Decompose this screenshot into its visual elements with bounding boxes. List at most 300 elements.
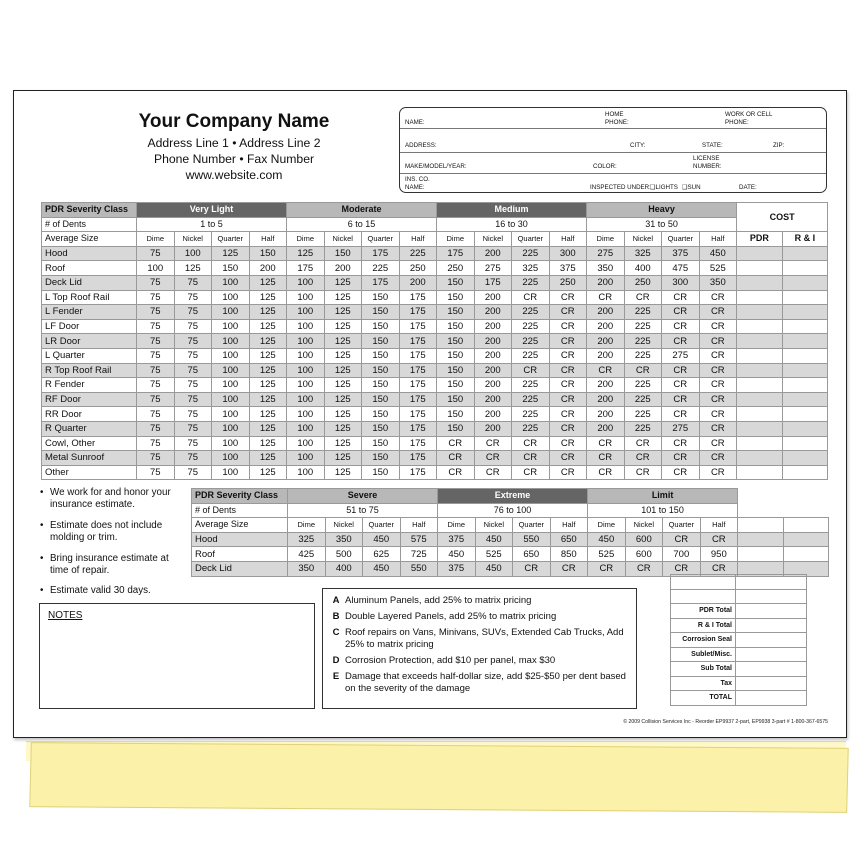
table-row (42, 451, 828, 466)
price-cell: 75 (174, 392, 212, 407)
price-cell: 75 (174, 305, 212, 320)
price-cell: 150 (362, 451, 400, 466)
header-row-sizes (42, 232, 828, 247)
ri-cost-cell[interactable] (782, 275, 828, 290)
price-cell: 175 (399, 436, 437, 451)
price-cell: 225 (624, 334, 662, 349)
price-cell: 275 (587, 246, 625, 261)
ri-cost-cell[interactable] (782, 421, 828, 436)
price-cell: 75 (174, 363, 212, 378)
price-cell: 100 (212, 421, 250, 436)
dent-range: 6 to 15 (287, 217, 437, 232)
price-cell: 150 (362, 392, 400, 407)
table-row (42, 319, 828, 334)
zip-field[interactable]: ZIP: (773, 142, 785, 149)
totals-value[interactable] (736, 618, 807, 633)
price-cell: 100 (212, 348, 250, 363)
price-cell: 725 (400, 547, 438, 562)
price-cell: 125 (324, 334, 362, 349)
table-row (42, 407, 828, 422)
price-cell: CR (699, 407, 737, 422)
pdr-cost-cell[interactable] (737, 275, 783, 290)
price-cell: CR (699, 334, 737, 349)
totals-value[interactable] (736, 662, 807, 677)
price-cell: 175 (399, 378, 437, 393)
ri-cost-cell[interactable] (782, 305, 828, 320)
price-cell: 100 (287, 465, 325, 480)
make-model-year-field[interactable]: MAKE/MODEL/YEAR: (405, 163, 467, 170)
state-field[interactable]: STATE: (702, 142, 723, 149)
price-cell: CR (588, 561, 626, 576)
price-cell: CR (512, 363, 550, 378)
ri-cost-cell[interactable] (782, 363, 828, 378)
panel-label: R Top Roof Rail (42, 363, 137, 378)
sun-checkbox[interactable]: ❑SUN (682, 184, 701, 191)
price-cell: 250 (437, 261, 475, 276)
price-cell: 175 (399, 421, 437, 436)
price-cell: 200 (399, 275, 437, 290)
table-row (42, 275, 828, 290)
table-row (42, 363, 828, 378)
price-cell: 125 (324, 465, 362, 480)
price-cell: 125 (249, 348, 287, 363)
price-cell: 75 (137, 246, 175, 261)
price-cell: 175 (399, 363, 437, 378)
pdr-cost-cell[interactable] (737, 451, 783, 466)
price-cell: 225 (399, 246, 437, 261)
price-cell: 175 (362, 275, 400, 290)
dent-range: 1 to 5 (137, 217, 287, 232)
date-field[interactable]: DATE: (739, 184, 757, 191)
price-cell: 125 (249, 305, 287, 320)
ri-cost-cell[interactable] (782, 436, 828, 451)
pdr-cost-cell[interactable] (738, 518, 784, 533)
pdr-cost-cell[interactable] (737, 348, 783, 363)
ri-cost-cell[interactable] (783, 518, 829, 533)
price-cell: 325 (512, 261, 550, 276)
table-row (42, 378, 828, 393)
size-column-header: Half (700, 518, 738, 533)
price-cell: 175 (399, 305, 437, 320)
panel-label: LR Door (42, 334, 137, 349)
price-cell: 150 (362, 378, 400, 393)
totals-label: TOTAL (671, 691, 736, 706)
price-cell: 100 (212, 305, 250, 320)
price-cell: 425 (288, 547, 326, 562)
city-field[interactable]: CITY: (630, 142, 646, 149)
totals-value[interactable] (736, 633, 807, 648)
size-column-header: Dime (588, 518, 626, 533)
size-column-header: Nickel (324, 232, 362, 247)
dents-label: # of Dents (42, 217, 137, 232)
price-cell: CR (549, 319, 587, 334)
blank-cell (783, 489, 829, 504)
price-cell: 175 (399, 319, 437, 334)
pdr-cost-cell[interactable] (737, 319, 783, 334)
work-phone-field[interactable]: PHONE: (725, 119, 749, 126)
price-cell: 175 (474, 275, 512, 290)
severe-pricing-matrix (191, 488, 829, 577)
totals-blank-value[interactable] (736, 575, 807, 590)
price-cell: 125 (249, 436, 287, 451)
price-cell: CR (624, 363, 662, 378)
price-cell: 125 (324, 407, 362, 422)
price-cell: 200 (474, 421, 512, 436)
price-cell: 125 (249, 465, 287, 480)
size-column-header: Dime (437, 232, 475, 247)
ri-cost-cell[interactable] (782, 392, 828, 407)
pdr-cost-cell[interactable] (737, 421, 783, 436)
price-cell: CR (587, 436, 625, 451)
panel-label: LF Door (42, 319, 137, 334)
ri-cost-cell[interactable] (782, 319, 828, 334)
address-field[interactable]: ADDRESS: (405, 142, 437, 149)
panel-label: Deck Lid (192, 561, 288, 576)
average-size-label: Average Size (192, 518, 288, 533)
pdr-cost-cell[interactable] (737, 305, 783, 320)
price-cell: CR (699, 436, 737, 451)
severity-group-header: Very Light (137, 203, 287, 218)
price-cell: 125 (174, 261, 212, 276)
size-column-header: Quarter (362, 232, 400, 247)
adjustment-item (327, 627, 632, 651)
price-cell: 200 (587, 392, 625, 407)
price-cell: 150 (249, 246, 287, 261)
totals-blank-value[interactable] (736, 589, 807, 604)
severity-group-header: Heavy (587, 203, 737, 218)
price-cell: 150 (362, 436, 400, 451)
price-cell: 75 (174, 348, 212, 363)
ri-cost-cell[interactable] (782, 465, 828, 480)
header-row-dents (42, 217, 828, 232)
pdr-cost-cell[interactable] (737, 407, 783, 422)
price-cell: CR (512, 465, 550, 480)
price-cell: 150 (362, 290, 400, 305)
header-row-class (192, 489, 829, 504)
price-cell: CR (699, 421, 737, 436)
size-column-header: Dime (287, 232, 325, 247)
price-cell: 350 (699, 275, 737, 290)
size-column-header: Dime (137, 232, 175, 247)
price-cell: 175 (399, 348, 437, 363)
price-cell: 150 (437, 334, 475, 349)
table-row (42, 305, 828, 320)
totals-value[interactable] (736, 647, 807, 662)
price-cell: 175 (399, 451, 437, 466)
price-cell: 650 (550, 532, 588, 547)
ri-cost-cell[interactable] (782, 334, 828, 349)
adjustment-letter: C (332, 627, 340, 638)
pdr-cost-cell[interactable] (737, 290, 783, 305)
price-cell: 75 (137, 305, 175, 320)
severity-group-header: Limit (588, 489, 738, 504)
pdr-cost-cell[interactable] (737, 378, 783, 393)
price-cell: 125 (249, 319, 287, 334)
price-cell: CR (549, 378, 587, 393)
size-column-header: Quarter (512, 232, 550, 247)
price-cell: 225 (624, 392, 662, 407)
price-cell: 225 (624, 348, 662, 363)
price-cell: CR (699, 451, 737, 466)
price-cell: 225 (362, 261, 400, 276)
price-cell: 75 (137, 392, 175, 407)
table-row (42, 246, 828, 261)
ri-cost-cell[interactable] (783, 547, 829, 562)
ri-cost-cell[interactable] (782, 261, 828, 276)
price-cell: CR (663, 532, 701, 547)
panel-label: Hood (192, 532, 288, 547)
ri-cost-cell[interactable] (782, 348, 828, 363)
price-cell: CR (549, 436, 587, 451)
price-cell: 600 (625, 532, 663, 547)
price-cell: 125 (249, 378, 287, 393)
price-cell: 200 (587, 275, 625, 290)
pdr-cost-cell[interactable] (738, 532, 784, 547)
price-cell: 200 (587, 378, 625, 393)
price-cell: 500 (325, 547, 363, 562)
ri-cost-cell[interactable] (782, 407, 828, 422)
price-cell: CR (549, 407, 587, 422)
totals-label: R & I Total (671, 618, 736, 633)
price-cell: 400 (624, 261, 662, 276)
totals-row (671, 647, 807, 662)
price-cell: 150 (212, 261, 250, 276)
price-cell: CR (624, 290, 662, 305)
price-cell: 175 (362, 246, 400, 261)
term-item: • Bring insurance estimate at time of repair. (40, 553, 185, 578)
pdr-cost-cell[interactable] (737, 392, 783, 407)
price-cell: 200 (474, 305, 512, 320)
price-cell: 175 (399, 465, 437, 480)
price-cell: CR (549, 465, 587, 480)
price-cell: 75 (137, 451, 175, 466)
license-number-field[interactable]: NUMBER: (693, 163, 722, 170)
size-column-header: Nickel (475, 518, 513, 533)
size-column-header: Half (699, 232, 737, 247)
totals-label: Corrosion Seal (671, 633, 736, 648)
notes-box[interactable] (39, 603, 315, 709)
price-cell: CR (624, 451, 662, 466)
price-cell: 150 (324, 246, 362, 261)
price-cell: 125 (324, 275, 362, 290)
adjustment-letter: D (332, 655, 340, 666)
price-cell: CR (549, 334, 587, 349)
price-cell: 150 (437, 348, 475, 363)
price-cell: CR (624, 465, 662, 480)
price-cell: 175 (399, 392, 437, 407)
price-cell: 150 (362, 407, 400, 422)
price-cell: 450 (475, 561, 513, 576)
size-column-header: Quarter (662, 232, 700, 247)
lights-checkbox[interactable]: ❑LIGHTS (650, 184, 678, 191)
panel-label: Deck Lid (42, 275, 137, 290)
severity-group-header: Moderate (287, 203, 437, 218)
price-cell: 175 (437, 246, 475, 261)
carbon-copy-sheet-yellow (29, 742, 848, 813)
price-cell: 225 (512, 407, 550, 422)
price-cell: 75 (174, 290, 212, 305)
price-cell: CR (549, 421, 587, 436)
table-row (42, 392, 828, 407)
price-cell: CR (700, 532, 738, 547)
price-cell: 125 (324, 378, 362, 393)
price-cell: 375 (438, 561, 476, 576)
price-cell: 100 (287, 275, 325, 290)
adjustment-text: Corrosion Protection, add $10 per panel, max $30 (345, 655, 556, 666)
totals-value[interactable] (736, 691, 807, 706)
price-cell: 400 (325, 561, 363, 576)
price-cell: 75 (137, 363, 175, 378)
price-cell: 850 (550, 547, 588, 562)
size-column-header: Quarter (513, 518, 551, 533)
price-cell: 150 (437, 319, 475, 334)
price-cell: 100 (174, 246, 212, 261)
price-cell: 300 (662, 275, 700, 290)
price-cell: 200 (587, 421, 625, 436)
price-cell: 600 (625, 547, 663, 562)
adjustment-item (327, 611, 632, 623)
price-cell: CR (662, 290, 700, 305)
price-cell: CR (587, 363, 625, 378)
adjustment-letter: A (332, 595, 340, 606)
pdr-cost-cell[interactable] (737, 334, 783, 349)
price-cell: 100 (287, 319, 325, 334)
price-cell: 125 (324, 348, 362, 363)
price-cell: CR (699, 363, 737, 378)
price-cell: 150 (362, 305, 400, 320)
pdr-cost-cell[interactable] (737, 363, 783, 378)
pdr-cost-cell[interactable] (737, 436, 783, 451)
price-cell: CR (587, 465, 625, 480)
color-field[interactable]: COLOR: (593, 163, 617, 170)
customer-info-box (399, 107, 827, 193)
price-cell: CR (549, 363, 587, 378)
price-cell: 150 (437, 290, 475, 305)
price-cell: 325 (624, 246, 662, 261)
price-cell: 125 (324, 319, 362, 334)
price-cell: CR (662, 363, 700, 378)
pdr-cost-cell[interactable] (737, 261, 783, 276)
panel-label: L Fender (42, 305, 137, 320)
totals-blank-row (671, 575, 807, 590)
name-field[interactable]: NAME: (405, 119, 425, 126)
price-cell: 75 (174, 421, 212, 436)
price-cell: CR (474, 436, 512, 451)
price-cell: 75 (137, 275, 175, 290)
price-cell: 100 (287, 451, 325, 466)
panel-label: R Fender (42, 378, 137, 393)
price-cell: CR (662, 392, 700, 407)
totals-row (671, 662, 807, 677)
price-cell: 75 (174, 407, 212, 422)
price-cell: CR (587, 451, 625, 466)
price-cell: 350 (325, 532, 363, 547)
price-cell: 75 (137, 407, 175, 422)
table-row (42, 436, 828, 451)
price-cell: 100 (212, 436, 250, 451)
panel-label: Hood (42, 246, 137, 261)
price-cell: 75 (137, 348, 175, 363)
ri-cost-cell[interactable] (782, 246, 828, 261)
price-cell: CR (699, 348, 737, 363)
price-cell: 475 (662, 261, 700, 276)
price-cell: 75 (174, 465, 212, 480)
price-cell: 250 (549, 275, 587, 290)
price-cell: CR (587, 290, 625, 305)
inspected-under-label: INSPECTED UNDER: (590, 184, 651, 191)
price-cell: 100 (287, 392, 325, 407)
panel-label: Other (42, 465, 137, 480)
size-column-header: Quarter (363, 518, 401, 533)
price-cell: CR (549, 348, 587, 363)
price-cell: 175 (287, 261, 325, 276)
severity-class-label: PDR Severity Class (42, 203, 137, 218)
table-row (42, 348, 828, 363)
insurance-name-field[interactable]: NAME: (405, 184, 425, 191)
price-cell: 200 (474, 246, 512, 261)
price-cell: 350 (288, 561, 326, 576)
ri-cost-cell[interactable] (782, 378, 828, 393)
price-cell: 525 (475, 547, 513, 562)
price-cell: 125 (324, 436, 362, 451)
price-cell: 450 (438, 547, 476, 562)
price-cell: 650 (513, 547, 551, 562)
price-cell: CR (550, 561, 588, 576)
price-cell: 125 (324, 290, 362, 305)
price-cell: CR (663, 561, 701, 576)
panel-label: Cowl, Other (42, 436, 137, 451)
price-cell: 200 (587, 407, 625, 422)
price-cell: 100 (287, 348, 325, 363)
ri-cost-cell[interactable] (782, 290, 828, 305)
blank-cell (738, 489, 784, 504)
ri-cost-cell[interactable] (783, 532, 829, 547)
totals-value[interactable] (736, 604, 807, 619)
price-cell: 125 (249, 407, 287, 422)
price-cell: 225 (624, 421, 662, 436)
price-cell: 200 (587, 348, 625, 363)
price-cell: 275 (662, 421, 700, 436)
price-cell: 150 (437, 407, 475, 422)
pdr-cost-cell[interactable] (737, 465, 783, 480)
notes-label: NOTES (48, 610, 83, 621)
panel-label: L Top Roof Rail (42, 290, 137, 305)
ri-cost-cell[interactable] (782, 451, 828, 466)
price-cell: 175 (399, 334, 437, 349)
price-cell: CR (512, 436, 550, 451)
size-column-header: Nickel (625, 518, 663, 533)
price-cell: 375 (438, 532, 476, 547)
price-cell: 450 (475, 532, 513, 547)
price-cell: 100 (287, 305, 325, 320)
price-cell: 100 (287, 290, 325, 305)
panel-label: R Quarter (42, 421, 137, 436)
pdr-cost-cell[interactable] (738, 547, 784, 562)
adjustment-item (327, 595, 632, 607)
size-column-header: Half (399, 232, 437, 247)
totals-value[interactable] (736, 676, 807, 691)
price-cell: CR (699, 319, 737, 334)
price-cell: CR (549, 451, 587, 466)
adjustment-text: Roof repairs on Vans, Minivans, SUVs, Extended Cab Trucks, Add 25% to matrix pricing (345, 627, 624, 650)
adjustment-item (327, 655, 632, 667)
panel-label: RR Door (42, 407, 137, 422)
pdr-cost-cell[interactable] (737, 246, 783, 261)
home-phone-field[interactable]: PHONE: (605, 119, 629, 126)
totals-label: Sublet/Misc. (671, 647, 736, 662)
price-cell: 125 (287, 246, 325, 261)
price-cell: CR (549, 305, 587, 320)
